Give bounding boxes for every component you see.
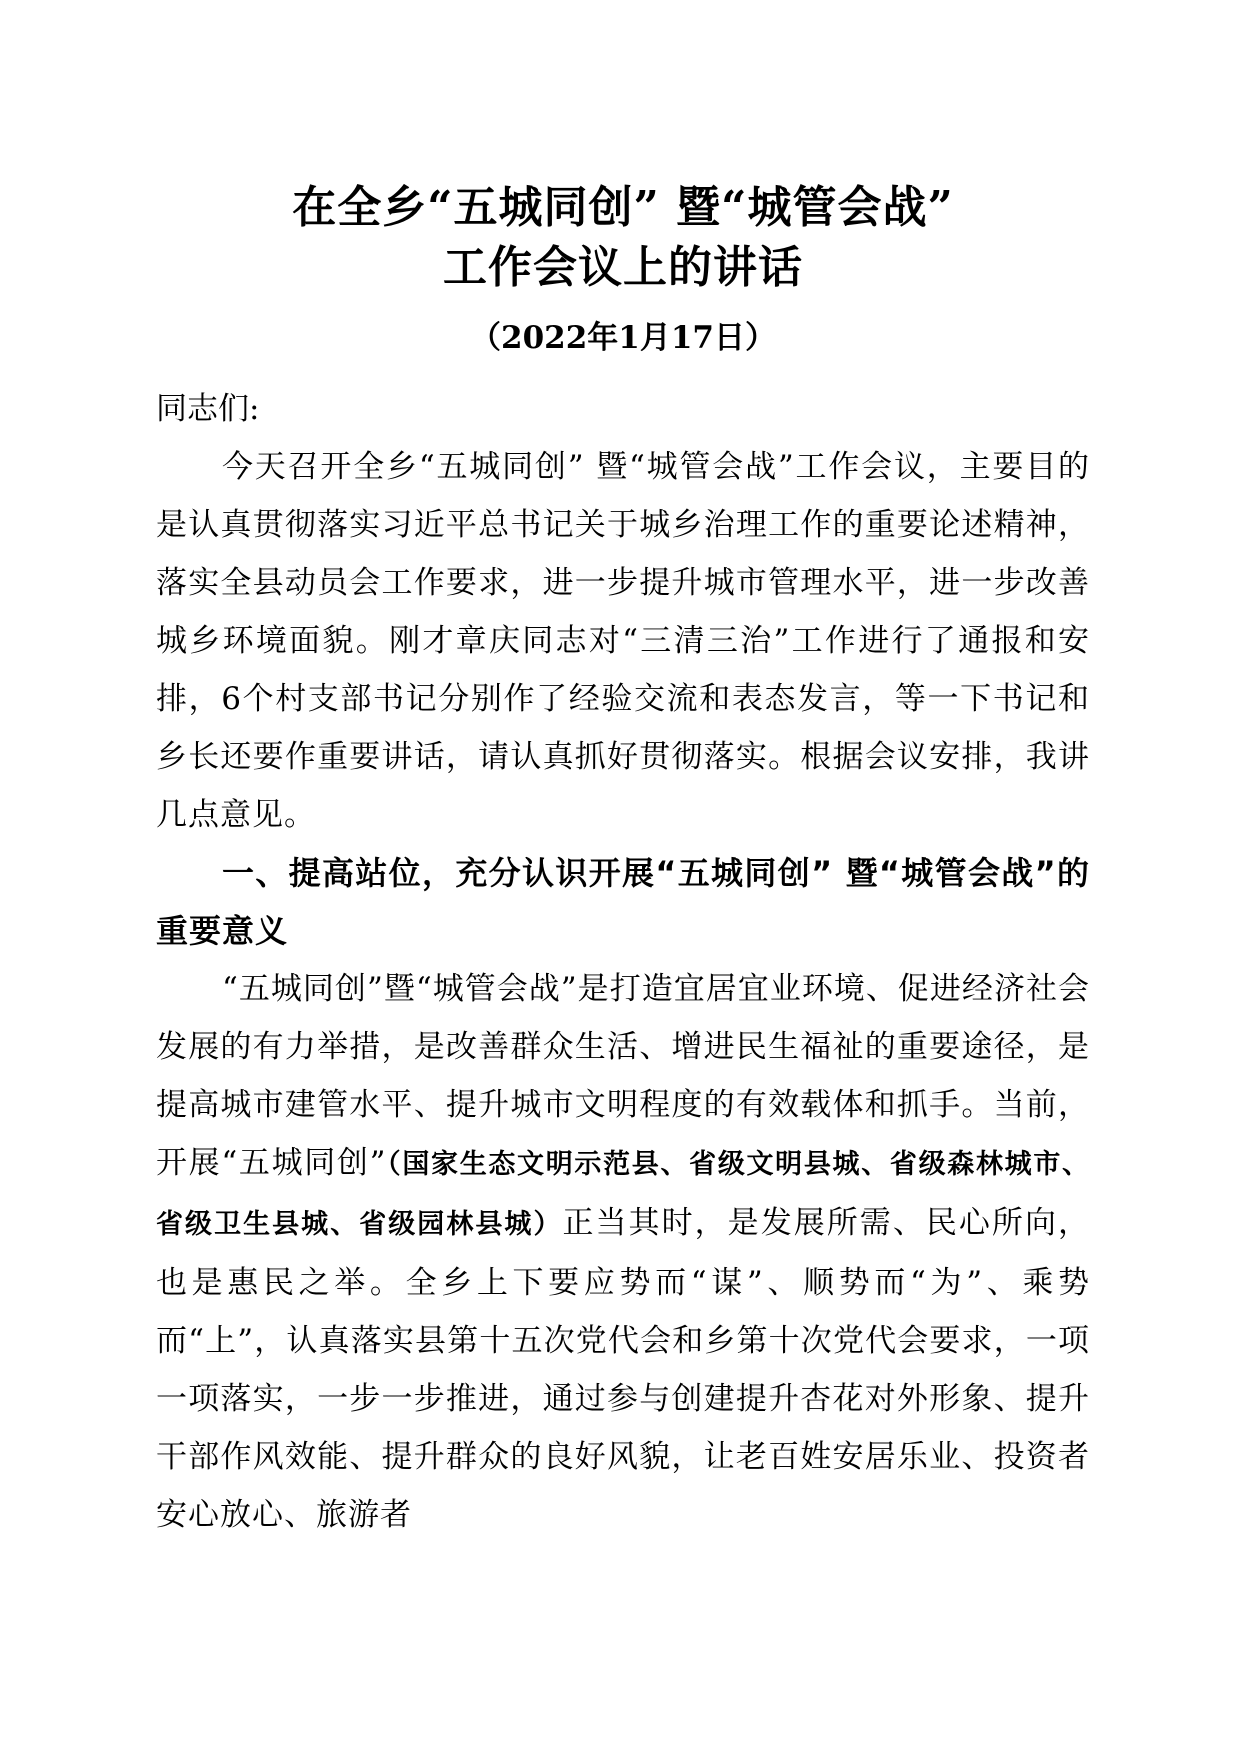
- section-heading-1: 一、提高站位，充分认识开展“五城同创” 暨“城管会战”的重要意义: [156, 854, 1090, 950]
- paragraph-significance-text-1: “五城同创”暨“城管会战”是打造宜居宜业环境、促进经济社会发展的有力举措，是改善群众生活、增进民生福祉的重要途径，是提高城市建管水平、提升城市文明程度的有效载体和抓手。当前，开展“五城同创”: [156, 971, 1090, 1181]
- title-line-2: 工作会议上的讲话: [443, 242, 803, 293]
- speech-date: （2022年1月17日）: [470, 320, 776, 356]
- document-title: [156, 178, 1090, 298]
- paragraph-significance-text-2: 正当其时，是发展所需、民心所向，也是惠民之举。全乡上下要应势而“谋”、顺势而“为”、乘势而“上”，认真落实县第十五次党代会和乡第十次党代会要求，一项一项落实，一步一步推进，通过参与创建提升杏花对外形象、提升干部作风效能、提升群众的良好风貌，让老百姓安居乐业、投资者安心放心、旅游者: [156, 1205, 1091, 1533]
- salutation: 同志们:: [156, 391, 260, 427]
- paragraph-intro: 今天召开全乡“五城同创” 暨“城管会战”工作会议，主要目的是认真贯彻落实习近平总书记关于城乡治理工作的重要论述精神，落实全县动员会工作要求，进一步提升城市管理水平，进一步改善城乡环境面貌。刚才章庆同志对“三清三治”工作进行了通报和安排，6个村支部书记分别作了经验交流和表态发言，等一下书记和乡长还要作重要讲话，请认真抓好贯彻落实。根据会议安排，我讲几点意见。: [156, 449, 1090, 833]
- title-line-1: 在全乡“五城同创” 暨“城管会战”: [292, 182, 954, 233]
- paragraph-significance: [156, 960, 1090, 1544]
- five-cities-note: （国家生态文明示范县、省级文明县城、省级森林城市、省级卫生县城、省级园林县城）: [156, 1149, 1090, 1240]
